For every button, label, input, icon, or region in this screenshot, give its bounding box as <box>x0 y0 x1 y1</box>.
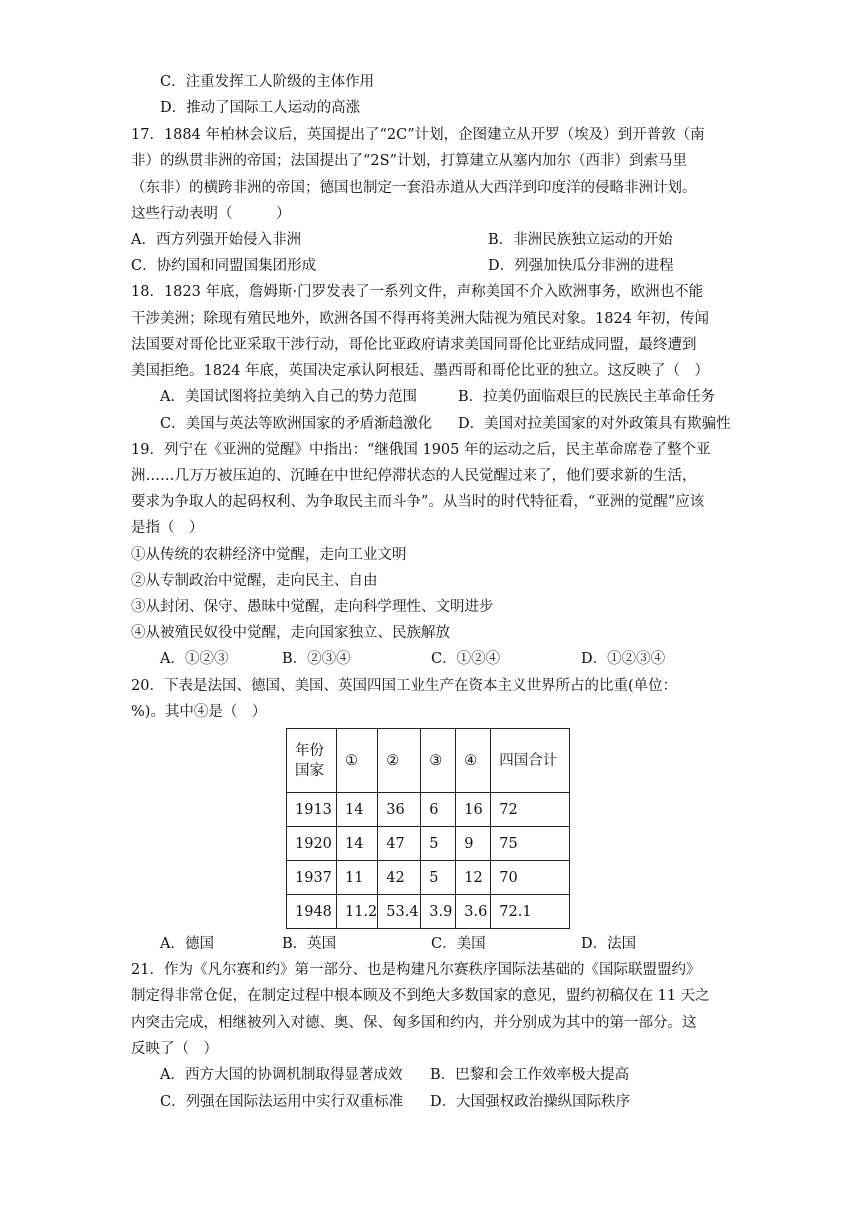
q19-option-a: A．①②③ <box>160 651 229 667</box>
table-cell: 1913 <box>287 793 337 827</box>
table-cell: 9 <box>456 827 491 861</box>
q18-stem-line-4: 美国拒绝。1824 年底，英国决定承认阿根廷、墨西哥和哥伦比亚的独立。这反映了（ ） <box>131 363 710 379</box>
q19-option-d: D．①②③④ <box>581 651 666 667</box>
table-row <box>287 861 570 895</box>
q17-option-d: D．列强加快瓜分非洲的进程 <box>488 258 674 274</box>
q21-option-d: D．大国强权政治操纵国际秩序 <box>430 1094 631 1110</box>
q19-option-b: B．②③④ <box>282 651 351 667</box>
q18-stem-line-1: 18．1823 年底，詹姆斯·门罗发表了一系列文件，声称美国不介入欧洲事务，欧洲也不能 <box>131 284 704 300</box>
q21-option-c: C．列强在国际法运用中实行双重标准 <box>160 1094 404 1110</box>
table-cell: 16 <box>456 793 491 827</box>
table-header-cell: ③ <box>421 729 456 793</box>
q19-option-c: C．①②④ <box>431 651 501 667</box>
table-cell: 42 <box>378 861 421 895</box>
table-row <box>287 793 570 827</box>
q19-statement-1: ①从传统的农耕经济中觉醒，走向工业文明 <box>131 547 407 563</box>
q19-statement-2: ②从专制政治中觉醒，走向民主、自由 <box>131 573 378 589</box>
q20-stem-line-1: 20．下表是法国、德国、美国、英国四国工业生产在资本主义世界所占的比重(单位： <box>131 678 678 694</box>
q17-stem-line-1: 17．1884 年柏林会议后，英国提出了“2C”计划，企图建立从开罗（埃及）到开普敦（南 <box>131 127 705 143</box>
q20-option-d: D．法国 <box>581 936 637 952</box>
q20-option-b: B．英国 <box>282 936 337 952</box>
table-cell: 47 <box>378 827 421 861</box>
q17-stem-line-4: 这些行动表明（ ） <box>131 206 291 222</box>
q17-stem-line-2: 非）的纵贯非洲的帝国；法国提出了“2S”计划，打算建立从塞内加尔（西非）到索马里 <box>131 153 687 169</box>
q17-stem-line-3: （东非）的横跨非洲的帝国；德国也制定一套沿赤道从大西洋到印度洋的侵略非洲计划。 <box>131 180 697 196</box>
q20-stem-line-2: %)。其中④是（ ） <box>131 704 267 720</box>
table-header-cell: ② <box>378 729 421 793</box>
table-header-row <box>287 729 570 793</box>
q19-stem-line-1: 19．列宁在《亚洲的觉醒》中指出：“继俄国 1905 年的运动之后，民主革命席卷了整个亚 <box>131 442 711 458</box>
table-cell: 3.6 <box>456 895 491 929</box>
q16-option-c: C．注重发挥工人阶级的主体作用 <box>160 74 375 90</box>
q17-option-a: A．西方列强开始侵入非洲 <box>131 232 301 248</box>
table-cell: 5 <box>421 827 456 861</box>
table-cell: 70 <box>491 861 570 895</box>
table-row <box>287 895 570 929</box>
q21-stem-line-3: 内突击完成，相继被列入对德、奥、保、匈多国和约内，并分别成为其中的第一部分。这 <box>131 1015 697 1031</box>
q20-option-a: A．德国 <box>160 936 214 952</box>
q21-option-b: B．巴黎和会工作效率极大提高 <box>430 1067 630 1083</box>
q18-option-b: B．拉美仍面临艰巨的民族民主革命任务 <box>458 389 716 405</box>
q20-option-c: C．美国 <box>431 936 486 952</box>
q18-stem-line-2: 干涉美洲；除现有殖民地外，欧洲各国不得再将美洲大陆视为殖民对象。1824 年初，传闻 <box>131 311 710 327</box>
table-header-cell: 四国合计 <box>491 729 570 793</box>
q18-option-c: C．美国与英法等欧洲国家的矛盾渐趋激化 <box>160 416 433 432</box>
q19-stem-line-4: 是指（ ） <box>131 520 204 536</box>
header-corner-country: 国家 <box>295 762 324 779</box>
table-cell: 75 <box>491 827 570 861</box>
table-cell: 1948 <box>287 895 337 929</box>
q16-option-d: D．推动了国际工人运动的高涨 <box>160 100 361 116</box>
q19-statement-3: ③从封闭、保守、愚昧中觉醒，走向科学理性、文明进步 <box>131 599 494 615</box>
header-corner-year: 年份 <box>295 742 324 759</box>
q18-option-d: D．美国对拉美国家的对外政策具有欺骗性 <box>458 416 731 432</box>
table-cell: 6 <box>421 793 456 827</box>
q17-option-c: C．协约国和同盟国集团形成 <box>131 258 317 274</box>
table-cell: 14 <box>337 793 378 827</box>
q20-data-table <box>286 728 570 929</box>
table-cell: 5 <box>421 861 456 895</box>
q18-option-a: A．美国试图将拉美纳入自己的势力范围 <box>160 389 417 405</box>
table-cell: 11 <box>337 861 378 895</box>
table-cell: 14 <box>337 827 378 861</box>
q17-option-b: B．非洲民族独立运动的开始 <box>488 232 673 248</box>
table-cell: 53.4 <box>378 895 421 929</box>
table-header-cell <box>287 729 337 793</box>
table-cell: 1937 <box>287 861 337 895</box>
q18-stem-line-3: 法国要对哥伦比亚采取干涉行动，哥伦比亚政府请求美国同哥伦比亚结成同盟，最终遭到 <box>131 337 697 353</box>
q21-stem-line-1: 21．作为《凡尔赛和约》第一部分、也是构建凡尔赛秩序国际法基础的《国际联盟盟约》 <box>131 962 701 978</box>
table-cell: 72 <box>491 793 570 827</box>
q21-stem-line-4: 反映了（ ） <box>131 1041 218 1057</box>
table-row <box>287 827 570 861</box>
table-cell: 36 <box>378 793 421 827</box>
table-header-cell: ④ <box>456 729 491 793</box>
q19-stem-line-2: 洲……几万万被压迫的、沉睡在中世纪停滞状态的人民觉醒过来了，他们要求新的生活， <box>131 468 697 484</box>
table-cell: 1920 <box>287 827 337 861</box>
q19-statement-4: ④从被殖民奴役中觉醒，走向国家独立、民族解放 <box>131 625 450 641</box>
table-cell: 3.9 <box>421 895 456 929</box>
table-header-cell: ① <box>337 729 378 793</box>
table-cell: 12 <box>456 861 491 895</box>
table-cell: 11.2 <box>337 895 378 929</box>
q21-option-a: A．西方大国的协调机制取得显著成效 <box>160 1067 403 1083</box>
q19-stem-line-3: 要求为争取人的起码权利、为争取民主而斗争”。从当时的时代特征看，“亚洲的觉醒”应该 <box>131 494 705 510</box>
table-cell: 72.1 <box>491 895 570 929</box>
q21-stem-line-2: 制定得非常仓促，在制定过程中根本顾及不到绝大多数国家的意见，盟约初稿仅在 11 天之 <box>131 988 710 1004</box>
